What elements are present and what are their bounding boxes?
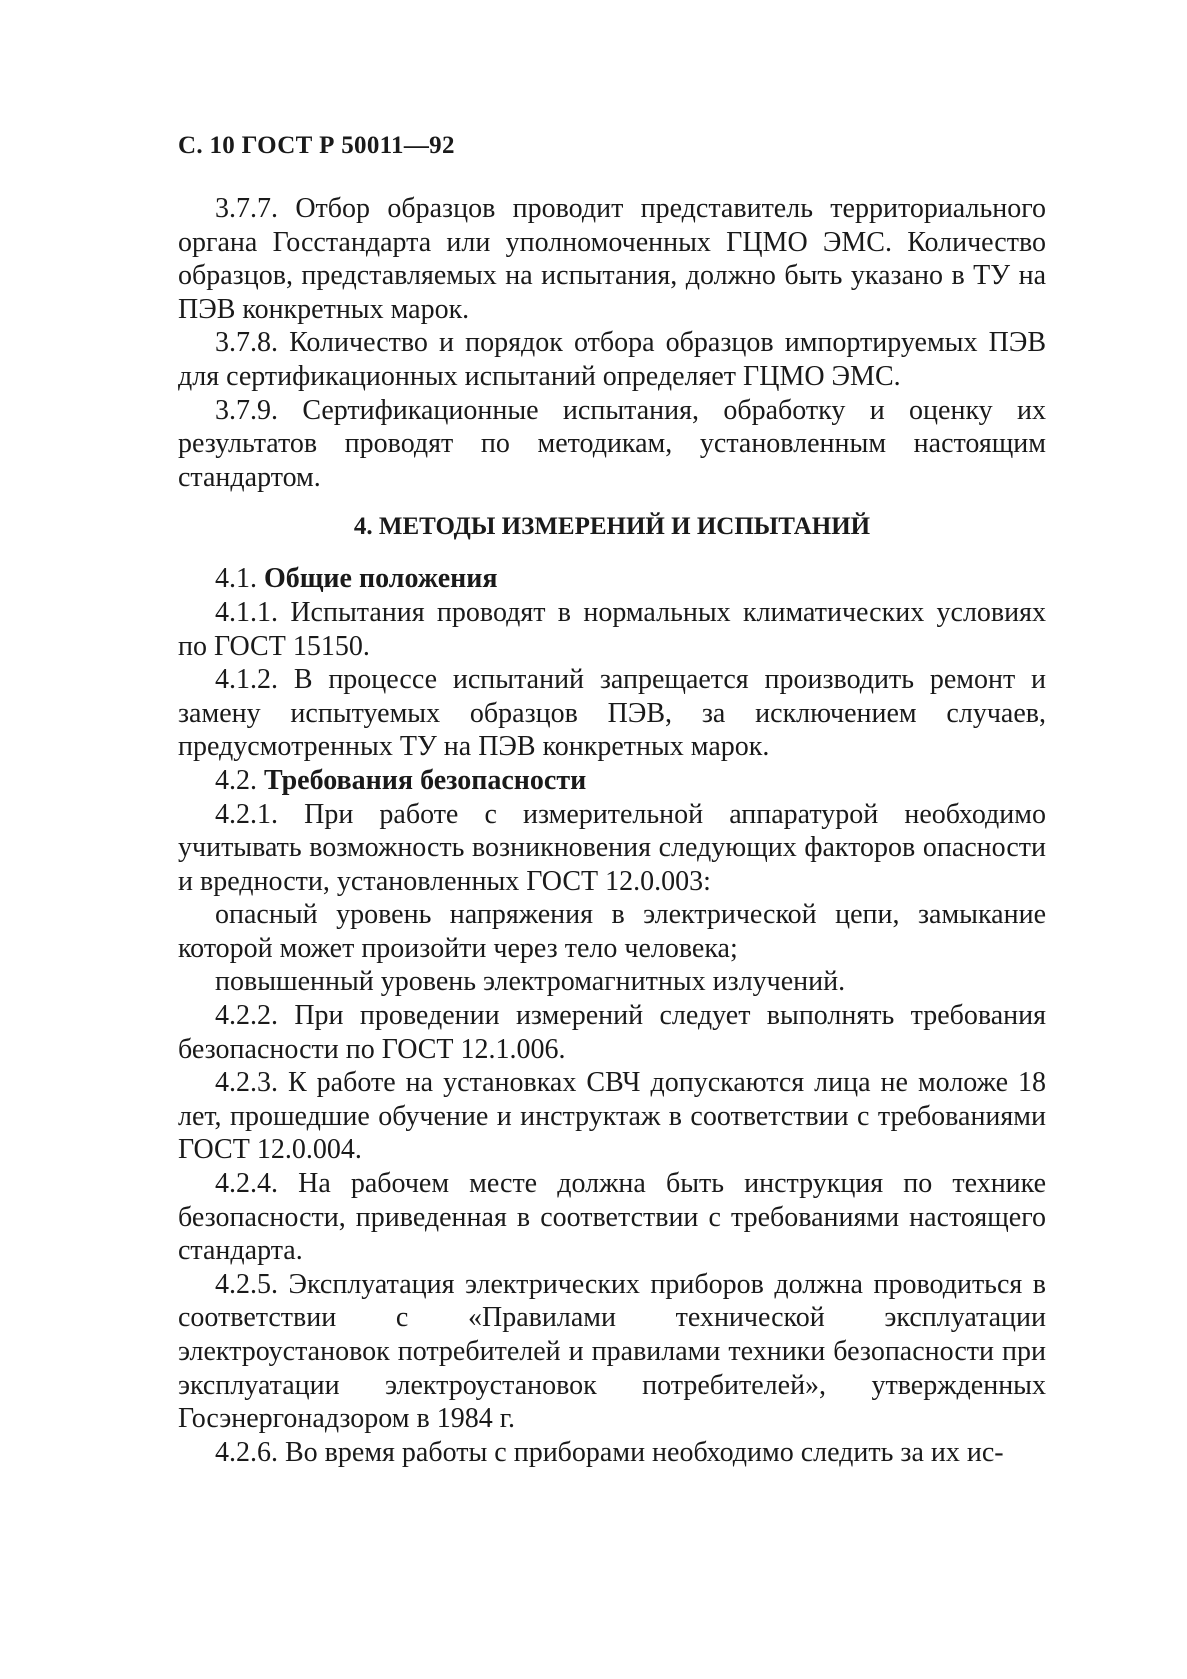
- paragraph-3-7-8: 3.7.8. Количество и порядок отбора образцов импортируемых ПЭВ для сертификационных испытаний определяет ГЦМО ЭМС.: [178, 327, 1046, 392]
- paragraph-4-2-3: 4.2.3. К работе на установках СВЧ допускаются лица не моложе 18 лет, прошедшие обучение и инструктаж в соответствии с требованиями ГОСТ 12.0.004.: [178, 1067, 1046, 1166]
- paragraph-4-2-4: 4.2.4. На рабочем месте должна быть инструкция по технике безопасности, приведенная в соответствии с требованиями настоящего стандарта.: [178, 1168, 1046, 1267]
- section-title: 4. МЕТОДЫ ИЗМЕРЕНИЙ И ИСПЫТАНИЙ: [353, 513, 871, 541]
- paragraph-4-2-6: 4.2.6. Во время работы с приборами необходимо следить за их ис-: [215, 1436, 1004, 1468]
- subsection-title: Общие положения: [264, 563, 498, 595]
- document-body: [178, 192, 1046, 1469]
- paragraph-4-2-5: 4.2.5. Эксплуатация электрических приборов должна проводиться в соответствии с «Правилами технической эксплуатации электроустановок потребителей и правилами техники безопасности при эксплуатации электроустановок потребителей», утвержденных Госэнергонадзором в 1984 г.: [178, 1268, 1046, 1435]
- page-header: С. 10 ГОСТ Р 50011—92: [178, 132, 455, 159]
- paragraph-4-2-1: 4.2.1. При работе с измерительной аппаратурой необходимо учитывать возможность возникновения следующих факторов опасности и вредности, установленных ГОСТ 12.0.003:: [178, 798, 1046, 897]
- subsection-heading-4-1: [178, 562, 1046, 596]
- subsection-number: 4.1.: [215, 563, 257, 595]
- paragraph-4-1-2: 4.1.2. В процессе испытаний запрещается производить ремонт и замену испытуемых образцов ПЭВ, за исключением случаев, предусмотренных ТУ на ПЭВ конкретных марок.: [178, 664, 1046, 763]
- list-item-hazard-voltage: опасный уровень напряжения в электрической цепи, замыкание которой может произойти через тело человека;: [178, 899, 1046, 964]
- paragraph-4-2-2: 4.2.2. При проведении измерений следует выполнять требования безопасности по ГОСТ 12.1.006.: [178, 1000, 1046, 1065]
- paragraph-4-1-1: 4.1.1. Испытания проводят в нормальных климатических условиях по ГОСТ 15150.: [178, 596, 1046, 662]
- subsection-heading-4-2: [178, 764, 1046, 798]
- paragraph-3-7-7: 3.7.7. Отбор образцов проводит представитель территориального органа Госстандарта или уполномоченных ГЦМО ЭМС. Количество образцов, представляемых на испытания, должно быть указано в ТУ на ПЭВ конкретных марок.: [178, 193, 1046, 325]
- list-item-hazard-radiation: повышенный уровень электромагнитных излучений.: [215, 966, 846, 998]
- paragraph-3-7-9: 3.7.9. Сертификационные испытания, обработку и оценку их результатов проводят по методикам, установленным настоящим стандартом.: [178, 394, 1046, 493]
- subsection-title: Требования безопасности: [264, 764, 587, 796]
- subsection-number: 4.2.: [215, 764, 257, 796]
